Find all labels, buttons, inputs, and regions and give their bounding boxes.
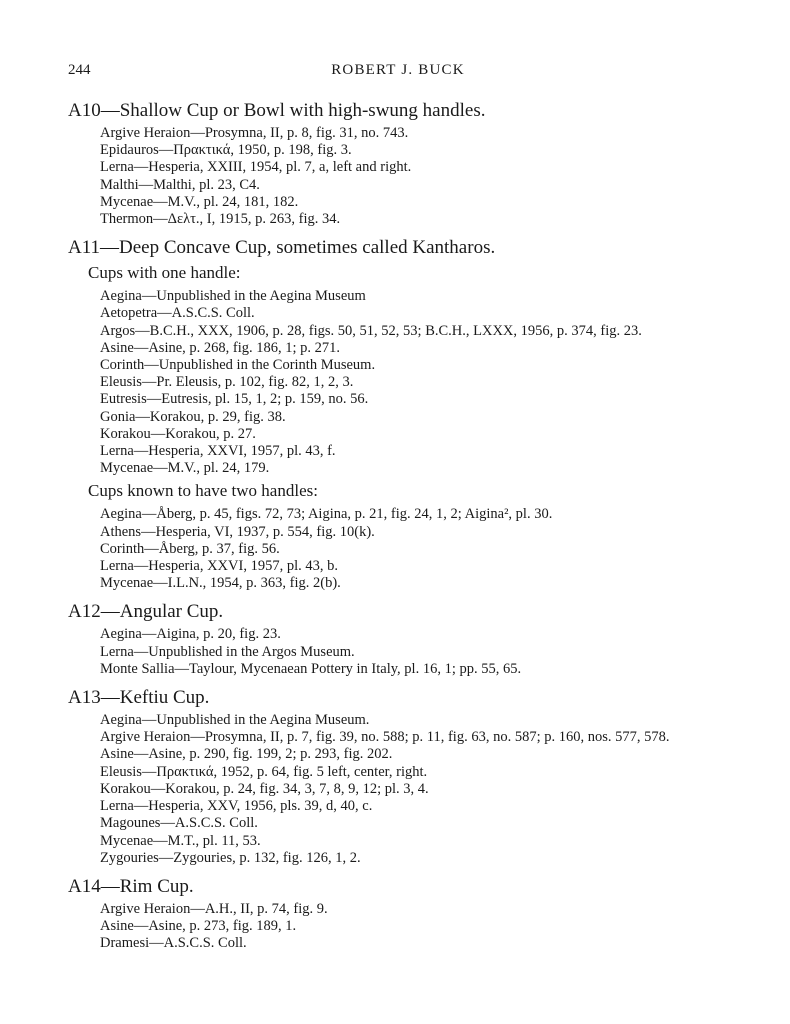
catalogue-entry: Aegina—Aigina, p. 20, fig. 23. xyxy=(100,626,281,643)
catalogue-entry: Argos—B.C.H., XXX, 1906, p. 28, figs. 50, 51, 52, 53; B.C.H., LXXX, 1956, p. 374, fig. 23. xyxy=(100,322,642,339)
catalogue-entry: Mycenae—M.V., pl. 24, 181, 182. xyxy=(100,193,299,210)
catalogue-entry: Argive Heraion—Prosymna, II, p. 8, fig. 31, no. 743. xyxy=(100,125,409,141)
page-number: 244 xyxy=(68,62,91,78)
catalogue-entry: Asine—Asine, p. 290, fig. 199, 2; p. 293, fig. 202. xyxy=(100,746,393,763)
catalogue-section xyxy=(68,98,738,228)
catalogue-entry: Corinth—Åberg, p. 37, fig. 56. xyxy=(100,540,280,557)
entry-list xyxy=(68,288,738,477)
page-header xyxy=(68,62,728,86)
entry-list xyxy=(68,506,738,592)
catalogue-entry: Lerna—Hesperia, XXVI, 1957, pl. 43, b. xyxy=(100,558,338,575)
catalogue-entry: Corinth—Unpublished in the Corinth Museum. xyxy=(100,357,376,374)
catalogue-entry: Eleusis—Πρακτικά, 1952, p. 64, fig. 5 left, center, right. xyxy=(100,763,428,780)
entry-list xyxy=(68,901,738,953)
catalogue-section xyxy=(68,685,738,867)
catalogue-entry: Aegina—Åberg, p. 45, figs. 72, 73; Aigina, p. 21, fig. 24, 1, 2; Aigina², pl. 30. xyxy=(100,506,553,523)
catalogue-entry: Korakou—Korakou, p. 24, fig. 34, 3, 7, 8, 9, 12; pl. 3, 4. xyxy=(100,780,429,797)
catalogue-entry: Lerna—Hesperia, XXIII, 1954, pl. 7, a, left and right. xyxy=(100,159,412,176)
catalogue-entry: Mycenae—I.L.N., 1954, p. 363, fig. 2(b). xyxy=(100,575,341,592)
catalogue-entry: Aetopetra—A.S.C.S. Coll. xyxy=(100,305,255,322)
catalogue-entry: Asine—Asine, p. 268, fig. 186, 1; p. 271. xyxy=(100,339,341,356)
catalogue-entry: Dramesi—A.S.C.S. Coll. xyxy=(100,935,247,952)
catalogue-body xyxy=(68,98,738,960)
catalogue-entry: Eutresis—Eutresis, pl. 15, 1, 2; p. 159, no. 56. xyxy=(100,391,369,408)
catalogue-entry: Lerna—Hesperia, XXV, 1956, pls. 39, d, 40, c. xyxy=(100,798,373,815)
catalogue-entry: Eleusis—Pr. Eleusis, p. 102, fig. 82, 1, 2, 3. xyxy=(100,374,354,391)
entry-list xyxy=(68,712,738,867)
catalogue-entry: Asine—Asine, p. 273, fig. 189, 1. xyxy=(100,918,297,935)
catalogue-entry: Argive Heraion—Prosymna, II, p. 7, fig. 39, no. 588; p. 11, fig. 63, no. 587; p. 160, nos. 577, 578. xyxy=(100,729,670,746)
catalogue-entry: Aegina—Unpublished in the Aegina Museum. xyxy=(100,712,370,729)
catalogue-entry: Lerna—Hesperia, XXVI, 1957, pl. 43, f. xyxy=(100,443,336,460)
catalogue-entry: Athens—Hesperia, VI, 1937, p. 554, fig. 10(k). xyxy=(100,523,375,540)
entry-list xyxy=(68,626,738,678)
section-title: A12—Angular Cup. xyxy=(68,601,224,623)
subgroup-title: Cups with one handle: xyxy=(88,263,241,283)
catalogue-entry: Malthi—Malthi, pl. 23, C4. xyxy=(100,176,260,193)
catalogue-entry: Monte Sallia—Taylour, Mycenaean Pottery in Italy, pl. 16, 1; pp. 55, 65. xyxy=(100,660,522,677)
catalogue-entry: Aegina—Unpublished in the Aegina Museum xyxy=(100,288,366,305)
running-head: ROBERT J. BUCK xyxy=(331,62,465,78)
catalogue-entry: Thermon—Δελτ., I, 1915, p. 263, fig. 34. xyxy=(100,211,341,228)
section-title: A14—Rim Cup. xyxy=(68,875,194,897)
catalogue-section xyxy=(68,235,738,592)
catalogue-entry: Mycenae—M.T., pl. 11, 53. xyxy=(100,832,261,849)
catalogue-entry: Gonia—Korakou, p. 29, fig. 38. xyxy=(100,408,286,425)
catalogue-section xyxy=(68,874,738,953)
catalogue-section xyxy=(68,599,738,678)
catalogue-entry: Argive Heraion—A.H., II, p. 74, fig. 9. xyxy=(100,900,328,917)
catalogue-entry: Magounes—A.S.C.S. Coll. xyxy=(100,815,258,832)
section-title: A11—Deep Concave Cup, sometimes called Kantharos. xyxy=(68,237,496,259)
section-title: A10—Shallow Cup or Bowl with high-swung handles. xyxy=(68,100,486,121)
catalogue-entry: Lerna—Unpublished in the Argos Museum. xyxy=(100,643,355,660)
catalogue-entry: Zygouries—Zygouries, p. 132, fig. 126, 1, 2. xyxy=(100,849,361,866)
catalogue-entry: Korakou—Korakou, p. 27. xyxy=(100,425,256,442)
entry-list xyxy=(68,125,738,228)
section-title: A13—Keftiu Cup. xyxy=(68,687,210,709)
catalogue-entry: Epidauros—Πρακτικά, 1950, p. 198, fig. 3. xyxy=(100,142,352,159)
subgroup-title: Cups known to have two handles: xyxy=(88,481,318,501)
catalogue-entry: Mycenae—M.V., pl. 24, 179. xyxy=(100,460,270,477)
